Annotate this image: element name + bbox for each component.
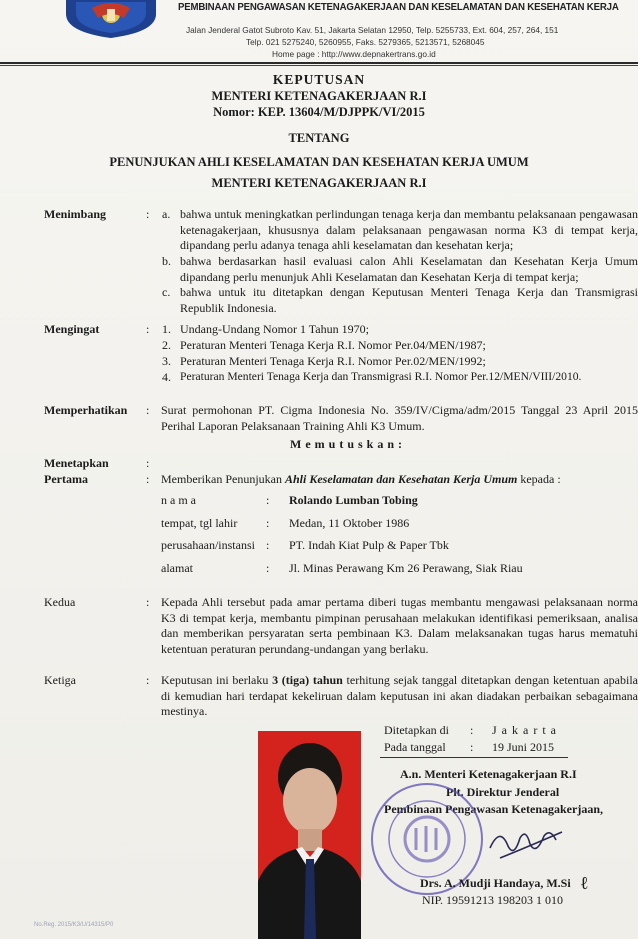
- portrait-icon: [258, 731, 361, 939]
- signer-name: Drs. A. Mudji Handaya, M.Si: [420, 876, 571, 890]
- date-value: 19 Juni 2015: [492, 740, 555, 754]
- field-colon: :: [266, 561, 270, 575]
- menimbang-item: bahwa untuk meningkatkan perlindungan tenaga kerja dan membantu pelaksanaan pengawasan ketenagakerjaan, khususnya dalam pelaksanaan pengawasan norma K3 di tempat kerja, dipandang perlu adanya tenaga ahli keselamatan dan kesehatan kerja;: [180, 207, 638, 253]
- ketiga-duration: 3 (tiga) tahun: [272, 673, 343, 687]
- field-key: n a m a: [161, 493, 196, 507]
- ministry-emblem-icon: [62, 0, 160, 38]
- registration-code: No.Reg. 2015/K3/U/14315/P0: [34, 922, 114, 928]
- field-key: tempat, tgl lahir: [161, 516, 238, 530]
- decree-title: KEPUTUSAN: [272, 72, 366, 87]
- place-value: J a k a r t a: [492, 723, 557, 737]
- pertama-intro-text: Memberikan Penunjukan: [161, 472, 282, 486]
- colon: :: [146, 207, 150, 221]
- signer-division: Pembinaan Pengawasan Ketenagakerjaan,: [384, 802, 603, 816]
- field-colon: :: [470, 723, 474, 737]
- menimbang-mark: b.: [162, 254, 171, 268]
- kedua-text: Kepada Ahli tersebut pada amar pertama diberi tugas membantu mengawasi pelaksanaan norma K3 di tempat kerja, membantu pimpinan perusahaan melakukan identifikasi pemeriksaan, analisa dan memberikan persyaratan serta pembinaan K3. Dalam melaksanakan tugas harus mematuhi ketentuan peraturan perundang-undangan yang berlaku.: [161, 595, 638, 656]
- mengingat-mark: 1.: [162, 322, 171, 336]
- menimbang-mark: a.: [162, 207, 171, 221]
- letterhead-phones: Telp. 021 5275240, 5260955, Faks. 5279365, 5213571, 5268045: [246, 37, 485, 47]
- initial-mark-icon: ℓ: [580, 873, 589, 893]
- decree-subject: PENUNJUKAN AHLI KESELAMATAN DAN KESEHATAN KERJA UMUM: [109, 155, 529, 169]
- menimbang-item: bahwa untuk itu ditetapkan dengan Keputusan Menteri Tenaga Kerja dan Transmigrasi Republik Indonesia.: [180, 285, 638, 315]
- ketiga-pre: Keputusan ini berlaku: [161, 673, 269, 687]
- field-colon: :: [470, 740, 474, 754]
- letterhead-rule-thin: [0, 65, 638, 66]
- kedua-label: Kedua: [44, 595, 76, 609]
- memutuskan-heading: M e m u t u s k a n :: [290, 437, 403, 451]
- menimbang-item: bahwa berdasarkan hasil evaluasi calon Ahli Keselamatan dan Kesehatan Kerja Umum dipandang perlu menunjuk Ahli Keselamatan dan Kesehatan Kerja di tempat kerja;: [180, 254, 638, 284]
- mengingat-label: Mengingat: [44, 322, 100, 336]
- signature-divider: [380, 757, 568, 758]
- letterhead-ministry: PEMBINAAN PENGAWASAN KETENAGAKERJAAN DAN KESELAMATAN DAN KESEHATAN KERJA: [178, 1, 619, 13]
- decree-subject-issuer: MENTERI KETENAGAKERJAAN R.I: [211, 176, 427, 190]
- mengingat-mark: 3.: [162, 354, 171, 368]
- mengingat-item: Peraturan Menteri Tenaga Kerja R.I. Nomor Per.02/MEN/1992;: [180, 354, 486, 368]
- field-value: Jl. Minas Perawang Km 26 Perawang, Siak Riau: [289, 561, 523, 575]
- mengingat-item: Peraturan Menteri Tenaga Kerja dan Transmigrasi R.I. Nomor Per.12/MEN/VIII/2010.: [180, 370, 582, 383]
- handwritten-signature-icon: [470, 818, 570, 866]
- mengingat-item: Undang-Undang Nomor 1 Tahun 1970;: [180, 322, 369, 336]
- holder-photo: [258, 731, 361, 939]
- pertama-label: Pertama: [44, 472, 88, 486]
- place-label: Ditetapkan di: [384, 723, 449, 737]
- colon: :: [146, 673, 150, 687]
- ketiga-label: Ketiga: [44, 673, 76, 687]
- signer-nip: NIP. 19591213 198203 1 010: [422, 893, 564, 907]
- colon: :: [146, 595, 150, 609]
- field-key: alamat: [161, 561, 193, 575]
- ketiga-post: terhitung sejak tanggal ditetapkan dengan ketentuan apabila di kemudian hari terdapat kekeliruan dalam keputusan ini akan diadakan perbaikan sebagaimana mestinya.: [161, 673, 638, 719]
- memperhatikan-text: Surat permohonan PT. Cigma Indonesia No. 359/IV/Cigma/adm/2015 Tanggal 23 April 2015 Perihal Laporan Pelaksanaan Training Ahli K3 Umum.: [161, 403, 638, 433]
- colon: :: [146, 322, 150, 336]
- field-colon: :: [266, 493, 270, 507]
- memperhatikan-label: Memperhatikan: [44, 403, 128, 417]
- pertama-intro: [161, 472, 561, 487]
- menimbang-label: Menimbang: [44, 207, 107, 221]
- letterhead-homepage: Home page : http://www.depnakertrans.go.id: [272, 49, 436, 59]
- field-value: Medan, 11 Oktober 1986: [289, 516, 410, 530]
- menetapkan-label: Menetapkan: [44, 456, 109, 470]
- letterhead-address: Jalan Jenderal Gatot Subroto Kav. 51, Jakarta Selatan 12950, Telp. 5255733, Ext. 604, 257, 264, 151: [186, 25, 559, 35]
- field-colon: :: [266, 516, 270, 530]
- mengingat-mark: 4.: [162, 370, 171, 384]
- colon: :: [146, 472, 150, 486]
- mengingat-mark: 2.: [162, 338, 171, 352]
- field-value: PT. Indah Kiat Pulp & Paper Tbk: [289, 538, 449, 552]
- on-behalf: A.n. Menteri Ketenagakerjaan R.I: [400, 767, 577, 781]
- field-value-name: Rolando Lumban Tobing: [289, 493, 418, 507]
- decree-issuer: MENTERI KETENAGAKERJAAN R.I: [211, 89, 427, 103]
- signer-position: Plt. Direktur Jenderal: [446, 785, 560, 799]
- field-key: perusahaan/instansi: [161, 538, 255, 552]
- field-colon: :: [266, 538, 270, 552]
- decree-about: TENTANG: [288, 131, 350, 145]
- pertama-intro-end: kepada :: [520, 472, 561, 486]
- mengingat-item: Peraturan Menteri Tenaga Kerja R.I. Nomor Per.04/MEN/1987;: [180, 338, 486, 352]
- decree-number: Nomor: KEP. 13604/M/DJPPK/VI/2015: [213, 105, 425, 119]
- colon: :: [146, 456, 150, 470]
- letterhead-rule: [0, 62, 638, 64]
- colon: :: [146, 403, 150, 417]
- date-label: Pada tanggal: [384, 740, 446, 754]
- menimbang-mark: c.: [162, 285, 171, 299]
- pertama-role: Ahli Keselamatan dan Kesehatan Kerja Umum: [284, 472, 518, 486]
- ketiga-text: [161, 673, 638, 720]
